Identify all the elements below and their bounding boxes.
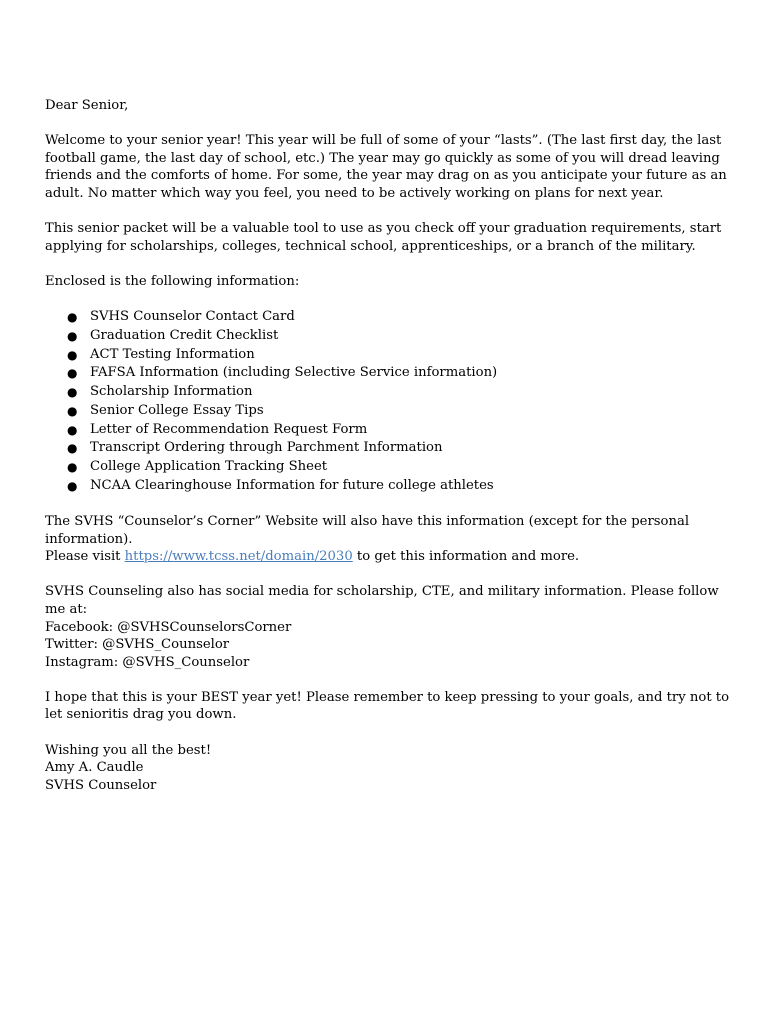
bullet-icon: ● — [67, 329, 78, 344]
list-item-label: ACT Testing Information — [90, 346, 255, 362]
packet-paragraph: This senior packet will be a valuable tool to use as you check off your graduation requirements, start applying for scholarships, colleges, technical school, apprenticeships, or a branch of the military. — [45, 221, 722, 254]
bullet-icon: ● — [67, 459, 78, 474]
bullet-icon: ● — [67, 441, 78, 456]
website-visit-line — [45, 548, 735, 566]
bullet-icon: ● — [67, 347, 78, 362]
list-item-label: SVHS Counselor Contact Card — [90, 309, 295, 325]
list-item — [45, 402, 735, 421]
bullet-icon: ● — [67, 403, 78, 418]
list-item-label: FAFSA Information (including Selective Service information) — [90, 365, 498, 381]
website-visit-suffix: to get this information and more. — [352, 549, 580, 565]
enclosed-list — [45, 308, 735, 495]
greeting: Dear Senior, — [45, 98, 129, 113]
list-item-label: Transcript Ordering through Parchment Information — [90, 440, 443, 456]
list-item — [45, 439, 735, 458]
list-item-label: College Application Tracking Sheet — [90, 458, 328, 474]
enclosed-intro: Enclosed is the following information: — [45, 273, 300, 289]
list-item-label: Senior College Essay Tips — [90, 402, 264, 418]
list-item — [45, 421, 735, 440]
list-item-label: NCAA Clearinghouse Information for future college athletes — [90, 477, 494, 493]
bullet-icon: ● — [67, 422, 78, 437]
website-visit-prefix: Please visit — [45, 549, 125, 565]
closing-paragraph: I hope that this is your BEST year yet! Please remember to keep pressing to your goals, and try not to let senioritis drag you down. — [45, 689, 730, 723]
list-item-label: Scholarship Information — [90, 384, 253, 400]
bullet-icon: ● — [67, 310, 78, 325]
list-item — [45, 458, 735, 477]
list-item — [45, 327, 735, 346]
signer-name: Amy A. Caudle — [45, 760, 144, 776]
social-twitter: Twitter: @SVHS_Counselor — [45, 637, 230, 653]
social-intro: SVHS Counseling also has social media for scholarship, CTE, and military information. Please follow me at: — [45, 584, 719, 617]
list-item-label: Letter of Recommendation Request Form — [90, 421, 368, 437]
list-item — [45, 383, 735, 402]
bullet-icon: ● — [67, 385, 78, 400]
list-item-label: Graduation Credit Checklist — [90, 328, 279, 344]
bullet-icon: ● — [67, 478, 78, 493]
list-item — [45, 364, 735, 383]
social-facebook: Facebook: @SVHSCounselorsCorner — [45, 619, 292, 635]
welcome-paragraph: Welcome to your senior year! This year will be full of some of your “lasts”. (The last first day, the last football game, the last day of school, etc.) The year may go quickly as some of you will dread leaving friends and the comforts of home. For some, the year may drag on as you anticipate your future as an adult. No matter which way you feel, you need to be actively working on plans for next year. — [45, 133, 727, 201]
list-item — [45, 477, 735, 496]
website-line: The SVHS “Counselor’s Corner” Website will also have this information (except for the personal information). — [45, 513, 690, 547]
list-item — [45, 346, 735, 365]
list-item — [45, 308, 735, 327]
signoff: Wishing you all the best! — [45, 742, 212, 758]
website-link[interactable]: https://www.tcss.net/domain/2030 — [124, 549, 353, 565]
signer-title: SVHS Counselor — [45, 777, 157, 793]
social-instagram: Instagram: @SVHS_Counselor — [45, 654, 250, 670]
bullet-icon: ● — [67, 366, 78, 381]
letter-body — [45, 97, 735, 794]
